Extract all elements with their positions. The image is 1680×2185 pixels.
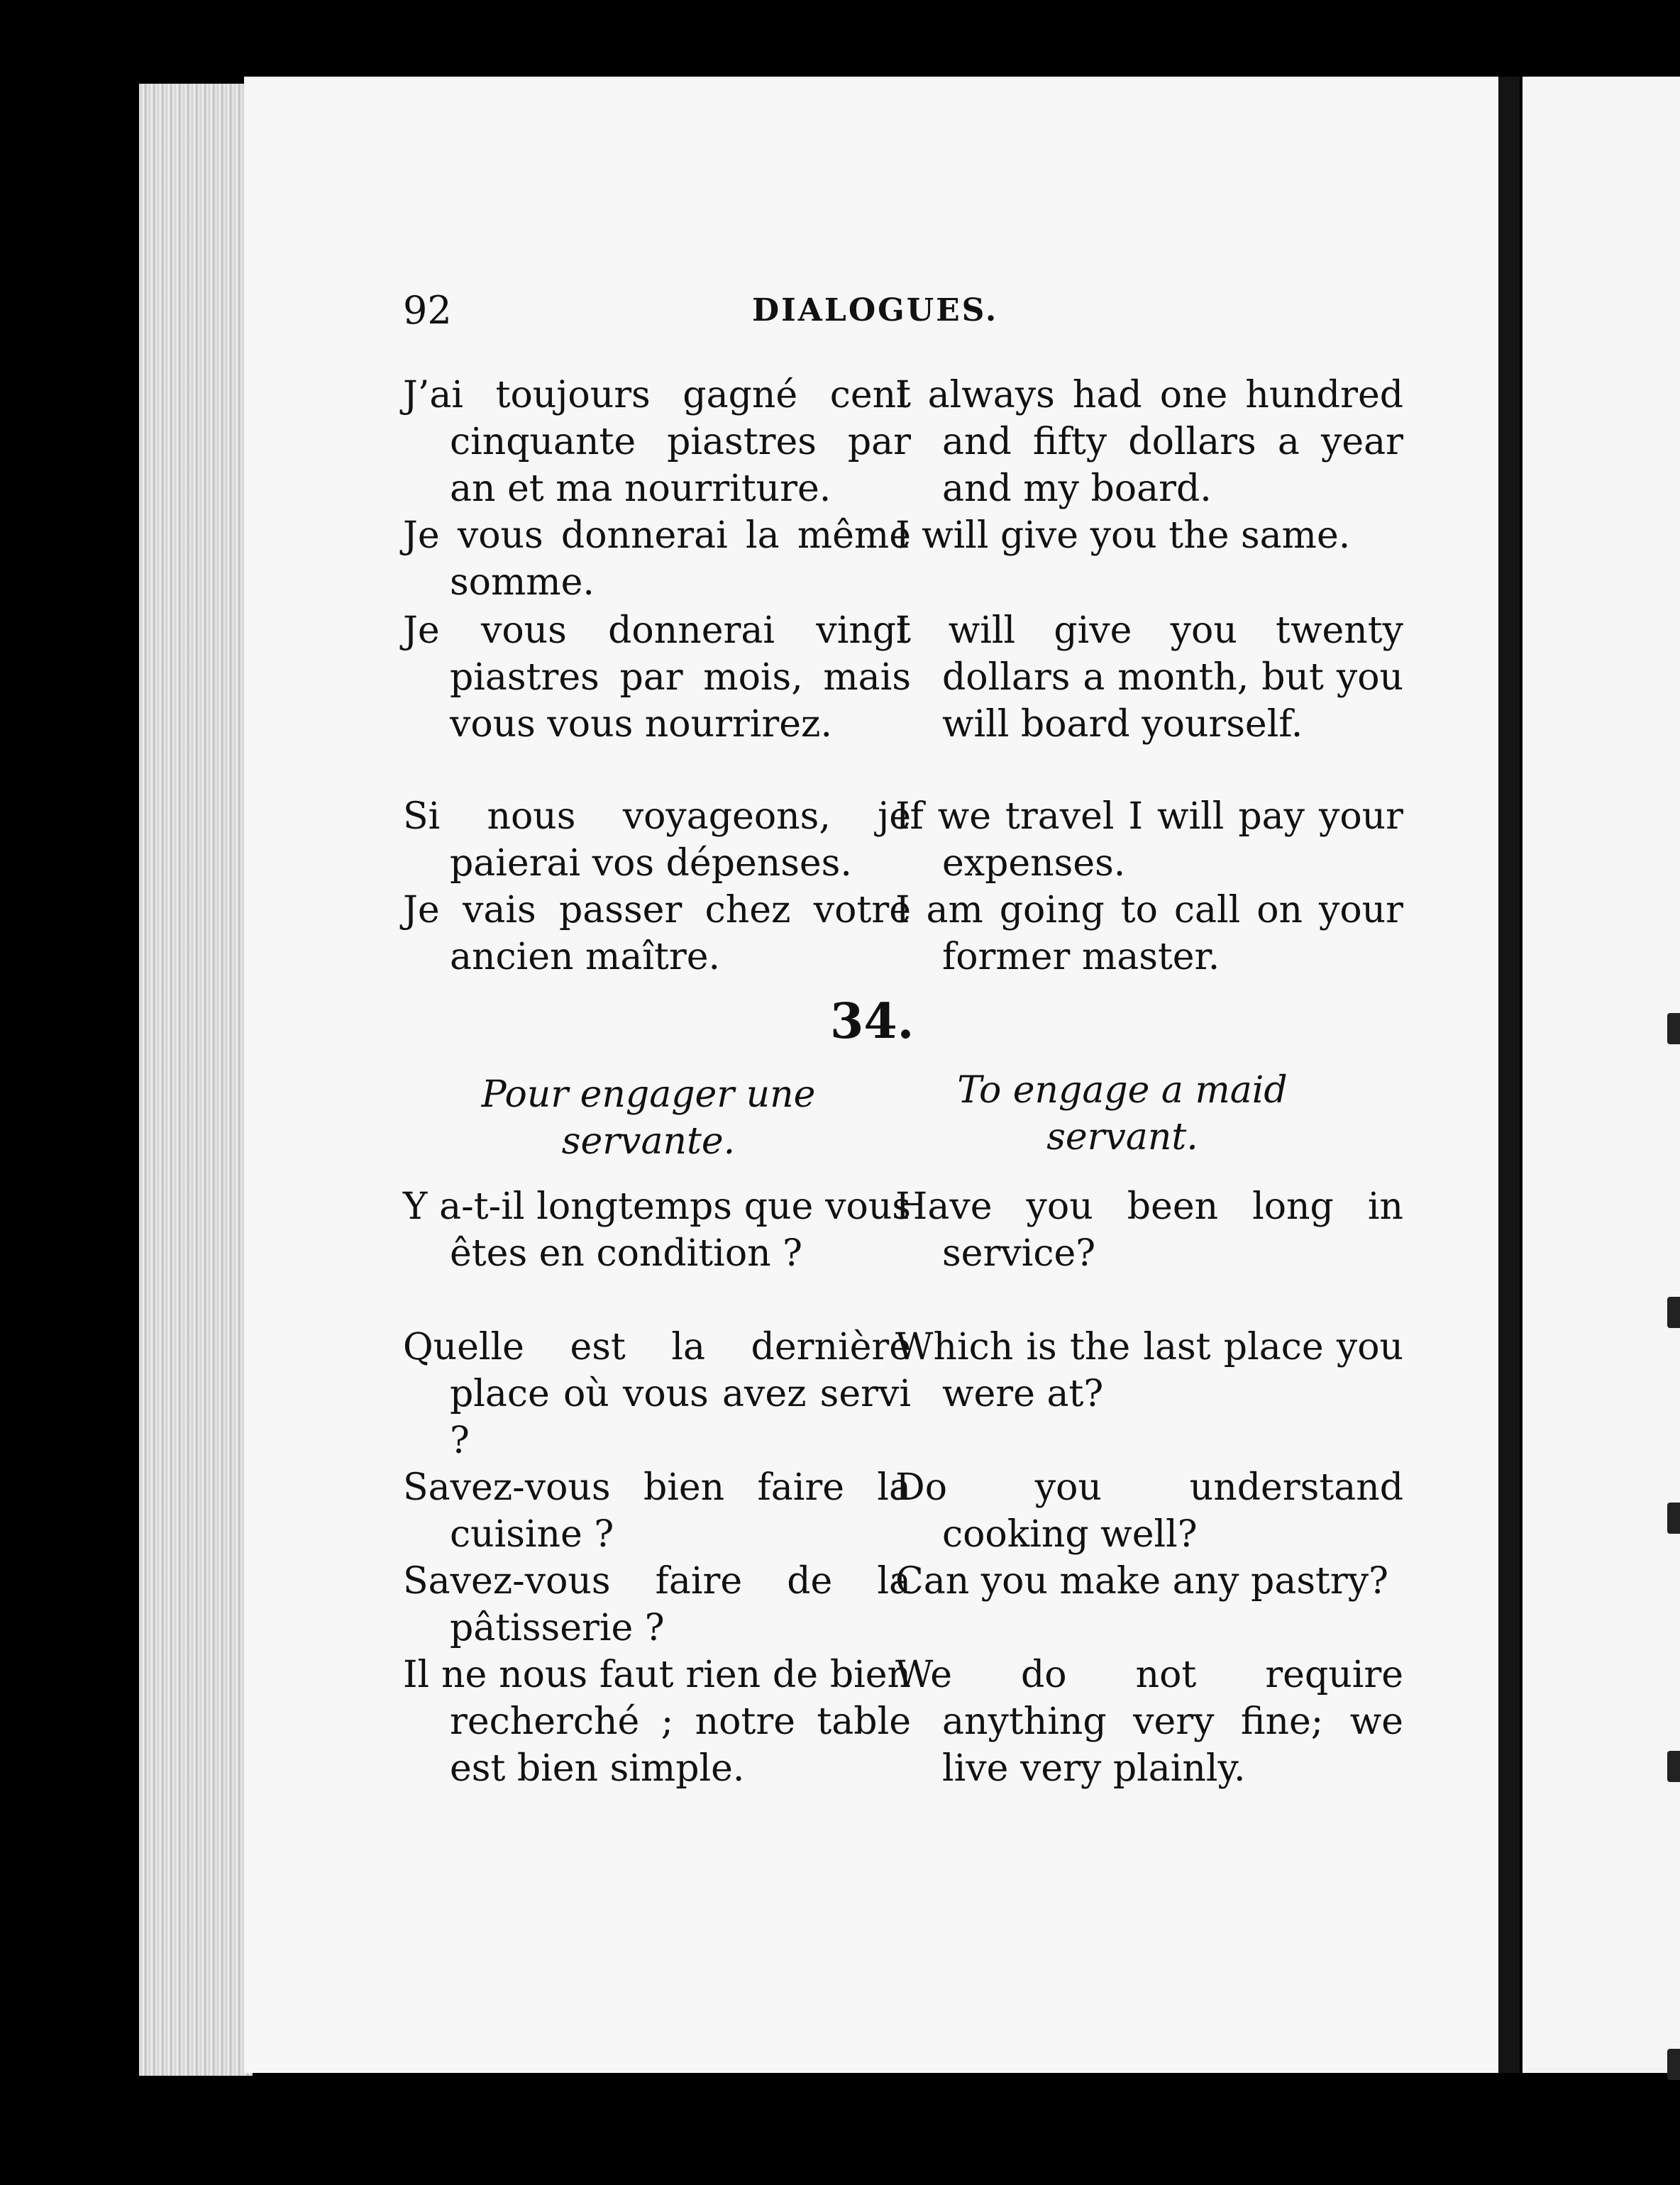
facing-page-letter-fragment bbox=[1667, 1297, 1680, 1328]
facing-page-letter-fragment bbox=[1667, 1013, 1680, 1044]
section-heading-english: To engage a maid servant. bbox=[957, 1069, 1288, 1158]
french-entry: Il ne nous faut rien de bien recherché ; notre table est bien simple. bbox=[403, 1654, 911, 1790]
section-number: 34. bbox=[830, 993, 914, 1050]
english-entry: If we travel I will pay your expenses. bbox=[895, 795, 1403, 885]
facing-page-letter-fragment bbox=[1667, 1751, 1680, 1782]
facing-page-edge bbox=[1522, 77, 1680, 2073]
french-entry: Y a-t-il longtemps que vous êtes en condition ? bbox=[403, 1185, 911, 1275]
english-entry: Do you understand cooking well? bbox=[895, 1466, 1403, 1556]
running-head bbox=[403, 282, 1347, 339]
french-entry: J’ai toujours gagné cent cinquante piastres par an et ma nourriture. bbox=[403, 374, 911, 510]
english-entry: I always had one hundred and fifty dollars a year and my board. bbox=[895, 374, 1403, 510]
english-entry: Which is the last place you were at? bbox=[895, 1326, 1403, 1415]
french-entry: Je vous donnerai la même somme. bbox=[403, 514, 911, 604]
page-number: 92 bbox=[403, 288, 452, 333]
french-entry: Savez-vous bien faire la cuisine ? bbox=[403, 1466, 911, 1556]
english-entry: Can you make any pastry? bbox=[895, 1560, 1389, 1603]
french-entry: Quelle est la dernière place où vous avez servi ? bbox=[403, 1326, 911, 1462]
gutter-shadow bbox=[1498, 77, 1520, 2073]
english-entry: I will give you twenty dollars a month, but you will board yourself. bbox=[895, 609, 1403, 746]
section-heading-french: Pour engager une servante. bbox=[481, 1073, 816, 1163]
running-title: DIALOGUES. bbox=[752, 292, 999, 328]
english-entry: I will give you the same. bbox=[895, 514, 1351, 557]
french-entry: Je vous donnerai vingt piastres par mois, mais vous vous nourrirez. bbox=[403, 609, 911, 746]
english-entry: Have you been long in service? bbox=[895, 1185, 1403, 1275]
facing-page-letter-fragment bbox=[1667, 2049, 1680, 2080]
french-entry: Savez-vous faire de la pâtisserie ? bbox=[403, 1560, 911, 1649]
french-entry: Si nous voyageons, je paierai vos dépenses. bbox=[403, 795, 911, 885]
english-entry: I am going to call on your former master. bbox=[895, 889, 1403, 978]
french-entry: Je vais passer chez votre ancien maître. bbox=[403, 889, 911, 978]
facing-page-letter-fragment bbox=[1667, 1503, 1680, 1534]
page-edges bbox=[139, 84, 253, 2076]
english-entry: We do not require anything very fine; we live very plainly. bbox=[895, 1654, 1403, 1790]
